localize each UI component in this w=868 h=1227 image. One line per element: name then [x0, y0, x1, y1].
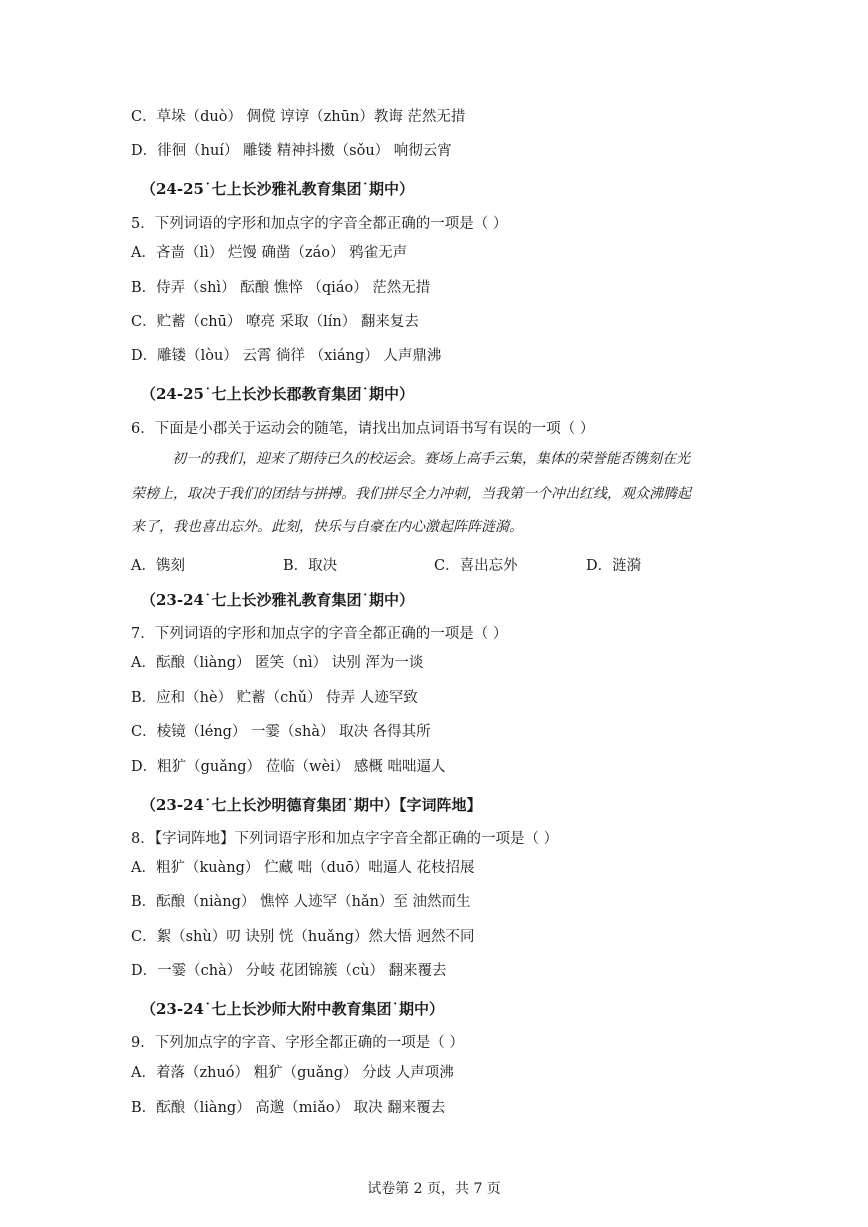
passage-line: 初一的我们，迎来了期待已久的校运会。赛场上高手云集，集体的荣誉能否镌刻在光 — [172, 451, 690, 467]
q7-option-a: A．酝酿（liàng） 匿笑（nì） 诀别 浑为一谈 — [131, 655, 424, 671]
q6-choice-b: B．取决 — [283, 558, 338, 574]
section-heading: （23-24˙七上长沙明德育集团˙期中）【字词阵地】 — [141, 796, 482, 814]
passage-line: 来了，我也喜出忘外。此刻，快乐与自豪在内心激起阵阵涟漪。 — [131, 519, 523, 535]
page-footer: 试卷第 2 页，共 7 页 — [367, 1181, 501, 1197]
q4-option-c: C．草垛（duò） 倜傥 谆谆（zhūn）教诲 茫然无措 — [131, 109, 466, 125]
q5-option-a: A．吝啬（lì） 烂馒 确凿（záo） 鸦雀无声 — [131, 245, 408, 261]
q9-option-a: A．着落（zhuó） 粗犷（guǎng） 分歧 人声项沸 — [131, 1065, 454, 1081]
q7-option-d: D．粗犷（guǎng） 莅临（wèi） 感概 咄咄逼人 — [131, 759, 446, 775]
q6-choice-d: D．涟漪 — [586, 558, 642, 574]
q8-option-b: B．酝酿（niàng） 憔悴 人迹罕（hǎn）至 油然而生 — [131, 894, 471, 910]
q9-option-b: B．酝酿（liàng） 高邈（miǎo） 取决 翻来覆去 — [131, 1100, 446, 1116]
question-9: 9．下列加点字的字音、字形全都正确的一项是（ ） — [131, 1035, 464, 1051]
question-7: 7．下列词语的字形和加点字的字音全都正确的一项是（ ） — [131, 626, 508, 642]
q8-option-d: D．一霎（chà） 分岐 花团锦簇（cù） 翻来覆去 — [131, 963, 447, 979]
section-heading: （24-25˙七上长沙长郡教育集团˙期中） — [141, 385, 414, 403]
q8-option-c: C．絮（shù）叨 诀别 恍（huǎng）然大悟 迥然不同 — [131, 929, 475, 945]
section-heading: （23-24˙七上长沙师大附中教育集团˙期中） — [141, 1000, 444, 1018]
q5-option-b: B．侍弄（shì） 酝酿 憔悴 （qiáo） 茫然无措 — [131, 280, 431, 296]
q5-option-c: C．贮蓄（chū） 嘹亮 采取（lín） 翻来复去 — [131, 314, 419, 330]
q5-option-d: D．雕镂（lòu） 云霄 徜徉 （xiáng） 人声鼎沸 — [131, 348, 442, 364]
question-8: 8．【字词阵地】下列词语字形和加点字字音全都正确的一项是（ ） — [131, 831, 559, 847]
question-5: 5．下列词语的字形和加点字的字音全都正确的一项是（ ） — [131, 216, 508, 232]
q7-option-c: C．棱镜（léng） 一霎（shà） 取决 各得其所 — [131, 724, 431, 740]
q6-choice-c: C．喜出忘外 — [434, 558, 518, 574]
passage-line: 荣榜上，取决于我们的团结与拼搏。我们拼尽全力冲刺，当我第一个冲出红线，观众沸腾起 — [131, 486, 691, 502]
q8-option-a: A．粗犷（kuàng） 伫藏 咄（duō）咄逼人 花枝招展 — [131, 860, 475, 876]
section-heading: （23-24˙七上长沙雅礼教育集团˙期中） — [141, 591, 414, 609]
section-heading: （24-25˙七上长沙雅礼教育集团˙期中） — [141, 180, 414, 198]
q7-option-b: B．应和（hè） 贮蓄（chǔ） 侍弄 人迹罕致 — [131, 690, 418, 706]
q4-option-d: D．徘徊（huí） 雕镂 精神抖擞（sǒu） 响彻云宵 — [131, 143, 452, 159]
q6-choice-a: A．镌刻 — [131, 558, 185, 574]
question-6: 6．下面是小郡关于运动会的随笔，请找出加点词语书写有误的一项（ ） — [131, 421, 595, 437]
